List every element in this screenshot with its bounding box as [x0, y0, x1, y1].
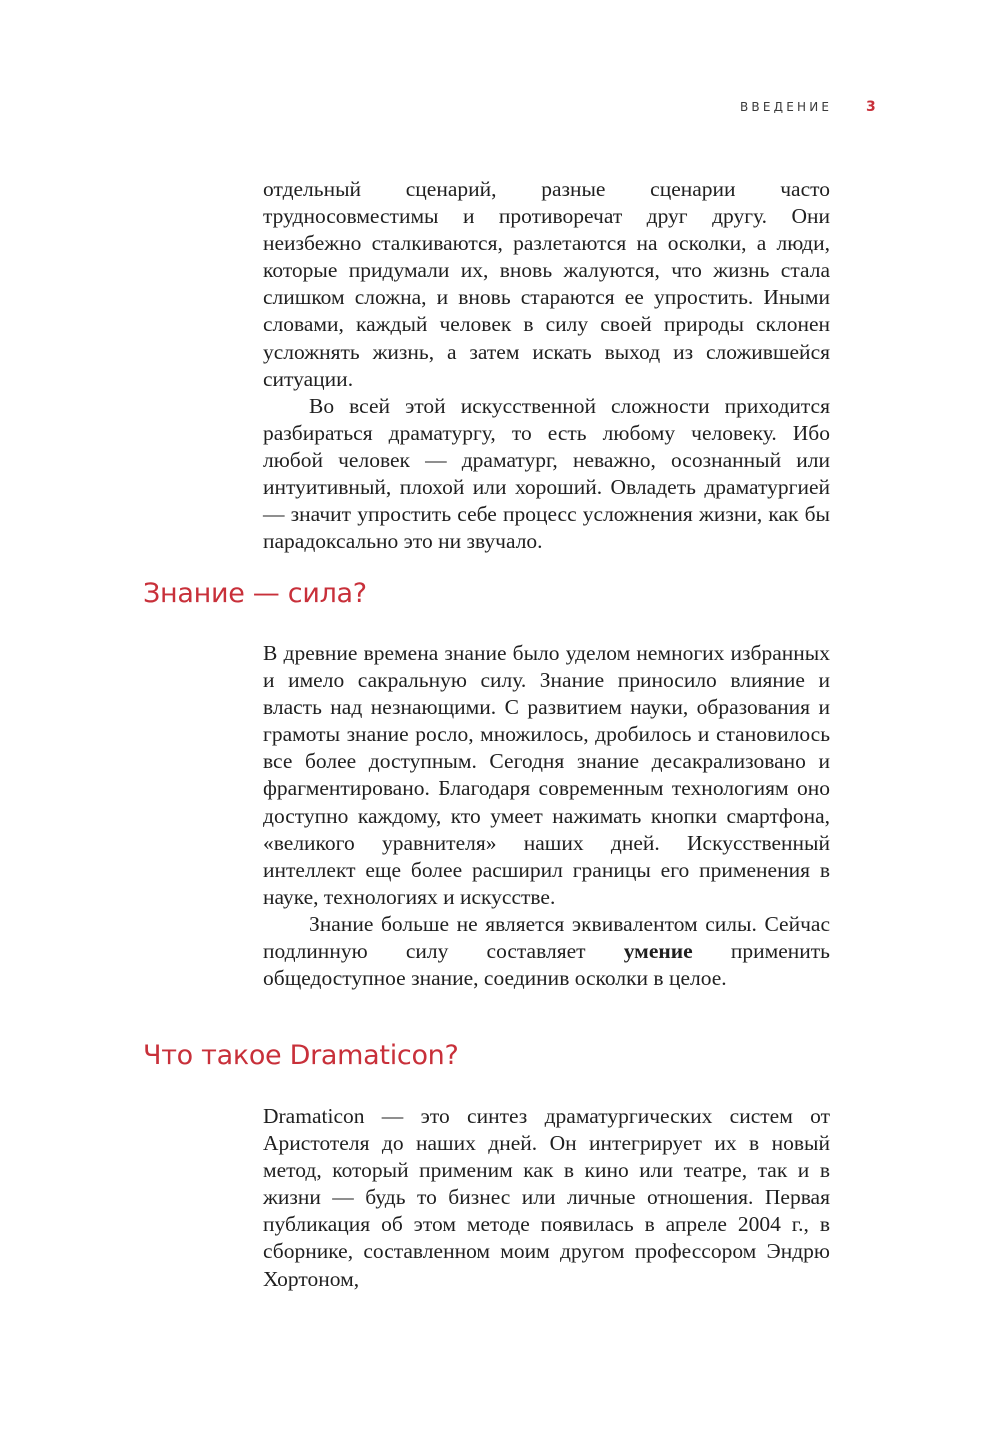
paragraph: Dramaticon — это синтез драматургических систем от Аристотеля до наших дней. Он интегрирует их в новый метод, который применим как в кино или театре, так и в жизни — будь то бизнес или личные отношения. Первая публикация об этом методе появилась в апреле 2004 г., в сборнике, составленном моим другом профессором Эндрю Хортоном, — [263, 1104, 830, 1291]
page-number: 3 — [866, 99, 876, 115]
section-heading-knowledge: Знание — сила? — [143, 578, 367, 609]
paragraph: Во всей этой искусственной сложности приходится разбираться драматургу, то есть любому человеку. Ибо любой человек — драматург, неважно, осознанный или интуитивный, плохой или хороший. Овладеть драматургией — значит упростить себе процесс усложнения жизни, как бы парадоксально это ни звучало. — [263, 393, 830, 554]
text-block-intro — [263, 176, 830, 555]
paragraph: В древние времена знание было уделом немногих избранных и имело сакральную силу. Знание приносило влияние и власть над незнающими. С развитием науки, образования и грамоты знание росло, множилось, дробилось и становилось все более доступным. Сегодня знание десакрализовано и фрагментировано. Благодаря современным технологиям оно доступно каждому, кто умеет нажимать кнопки смартфона, «великого уравнителя» наших дней. Искусственный интеллект еще более расширил границы его применения в науке, технологиях и искусстве. — [263, 641, 830, 909]
paragraph-with-emphasis — [263, 911, 830, 992]
paragraph-text: применить общедоступное знание, соединив осколки в целое. — [263, 939, 830, 991]
text-block-dramaticon — [263, 1103, 830, 1293]
section-heading-dramaticon: Что такое Dramaticon? — [143, 1040, 459, 1071]
text-block-knowledge — [263, 640, 830, 992]
emphasized-word: умение — [623, 939, 693, 964]
paragraph-text: Знание больше не является эквивалентом силы. Сейчас подлинную силу составляет — [263, 911, 830, 964]
paragraph: отдельный сценарий, разные сценарии часто трудносовместимы и противоречат друг другу. Они неизбежно сталкиваются, разлетаются на осколки, а люди, которые придумали их, вновь жалуются, что жизнь стала слишком сложна, и вновь стараются ее упростить. Иными словами, каждый человек в силу своей природы склонен усложнять жизнь, а затем искать выход из сложившейся ситуации. — [263, 177, 830, 391]
running-head: ВВЕДЕНИЕ — [740, 100, 833, 114]
